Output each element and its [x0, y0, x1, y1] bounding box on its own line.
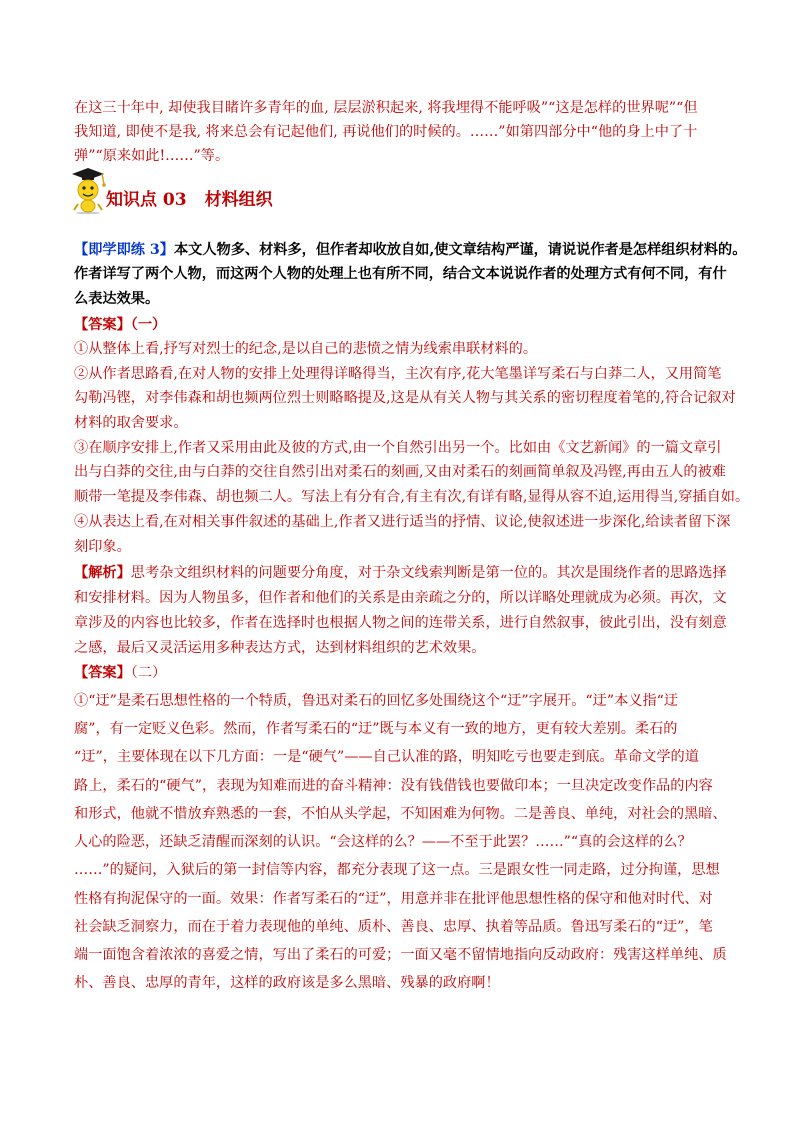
answer-line: “迂”，主要体现在以下几方面：一是“硬气”——自己认准的路，明知吃亏也要走到底。革命文学的道 [74, 749, 699, 765]
section-number: 知识点 03 [106, 190, 187, 210]
exercise-text: 本文人物多、材料多，但作者却收放自如,使文章结构严谨，请说说作者是怎样组织材料的。 [173, 242, 747, 258]
answer-line: 勾勒冯铿，对李伟森和胡也频两位烈士则略略提及,这是从有关人物与其关系的密切程度着笔的,符合记叙对 [74, 390, 736, 406]
answer-line: 朴、善良、忠厚的青年，这样的政府该是多么黑暗、残暴的政府啊！ [74, 975, 500, 991]
answer-line: 社会缺乏洞察力，而在于着力表现他的单纯、质朴、善良、忠厚、执着等品质。鲁迅写柔石的“迂”，笔 [74, 919, 713, 935]
exercise-tag: 【即学即练 3】 [74, 242, 174, 258]
answer-suffix: （一） [130, 317, 167, 333]
answer-suffix: （二） [130, 665, 167, 681]
exercise-line: 作者详写了两个人物，而这两个人物的处理上也有所不同，结合文本说说作者的处理方式有何不同，有什 [74, 266, 727, 282]
answer-tag: 【答案】 [74, 665, 131, 681]
answer-line: 腐”，有一定贬义色彩。然而，作者写柔石的“迂”既与本义有一致的地方，更有较大差别。柔石的 [74, 721, 678, 737]
exercise-line: 么表达效果。 [74, 291, 160, 307]
answer-line: 人心的险恶，还缺乏清醒而深刻的认识。“会这样的么？——不至于此罢？……”“真的会这样的么？ [74, 834, 692, 850]
answer-line: 端一面饱含着浓浓的喜爱之情，写出了柔石的可爱；一面又毫不留情地指向反动政府：残害这样单纯、质 [74, 947, 727, 963]
answer-line: 路上，柔石的“硬气”，表现为知难而进的奋斗精神：没有钱借钱也要做印本；一旦决定改变作品的内容 [74, 778, 713, 794]
answer-heading [74, 661, 166, 685]
intro-line: 弹”“原来如此!……”等。 [74, 148, 230, 164]
analysis-tag: 【解析】 [74, 565, 131, 581]
answer-line: 出与白莽的交往,由与白莽的交往自然引出对柔石的刻画,又由对柔石的刻画简单叙及冯铿,再由五人的被难 [74, 464, 726, 480]
answer-line: ①“迂”是柔石思想性格的一个特质，鲁迅对柔石的回忆多处围绕这个“迂”字展开。“迂”本义指“迂 [74, 693, 679, 709]
analysis-line: 和安排材料。因为人物虽多，但作者和他们的关系是由亲疏之分的，所以详略处理就成为必须。再次，文 [74, 590, 727, 606]
analysis-line: 之感，最后又灵活运用多种表达方式，达到材料组织的艺术效果。 [74, 640, 486, 656]
answer-line: 材料的取舍要求。 [74, 415, 188, 431]
answer-tag: 【答案】 [74, 317, 131, 333]
answer-line: ③在顺序安排上,作者又采用由此及彼的方式,由一个自然引出另一个。比如由《文艺新闻》的一篇文章引 [74, 440, 722, 456]
answer-heading [74, 313, 166, 337]
analysis-text: 思考杂文组织材料的问题要分角度，对于杂文线索判断是第一位的。其次是围绕作者的思路选择 [130, 565, 727, 581]
graduation-mascot-icon [64, 166, 108, 214]
intro-line: 我知道, 即使不是我, 将来总会有记起他们, 再说他们的时候的。……”如第四部分中“他的身上中了十 [74, 124, 698, 140]
exercise-line [74, 238, 746, 262]
answer-line: ④从表达上看,在对相关事件叙述的基础上,作者又进行适当的抒情、议论,使叙述进一步深化,给读者留下深 [74, 514, 731, 530]
answer-line: ……”的疑问，入狱后的第一封信等内容，都充分表现了这一点。三是跟女性一同走路，过分拘谨，思想 [74, 862, 720, 878]
answer-line: ②从作者思路看,在对人物的安排上处理得详略得当，主次有序,花大笔墨详写柔石与白莽二人，又用简笔 [74, 366, 722, 382]
answer-line: 顺带一笔提及李伟森、胡也频二人。写法上有分有合,有主有次,有详有略,显得从容不迫,运用得当,穿插自如。 [74, 489, 750, 505]
analysis-line [74, 561, 727, 585]
analysis-line: 章涉及的内容也比较多，作者在选择时也根据人物之间的连带关系，进行自然叙事，彼此引出，没有刻意 [74, 615, 727, 631]
answer-line: ①从整体上看,抒写对烈士的纪念,是以自己的悲愤之情为线索串联材料的。 [74, 341, 538, 357]
section-heading [64, 166, 464, 216]
answer-line: 和形式，他就不惜放弃熟悉的一套，不怕从头学起，不知困难为何物。二是善良、单纯，对社会的黑暗、 [74, 806, 727, 822]
answer-line: 刻印象。 [74, 539, 131, 555]
intro-line: 在这三十年中, 却使我目睹许多青年的血, 层层淤积起来, 将我埋得不能呼吸”“这是怎样的世界呢”“但 [74, 100, 698, 116]
answer-line: 性格有拘泥保守的一面。效果：作者写柔石的“迂”，用意并非在批评他思想性格的保守和他对时代、对 [74, 891, 713, 907]
section-title: 材料组织 [204, 190, 273, 210]
